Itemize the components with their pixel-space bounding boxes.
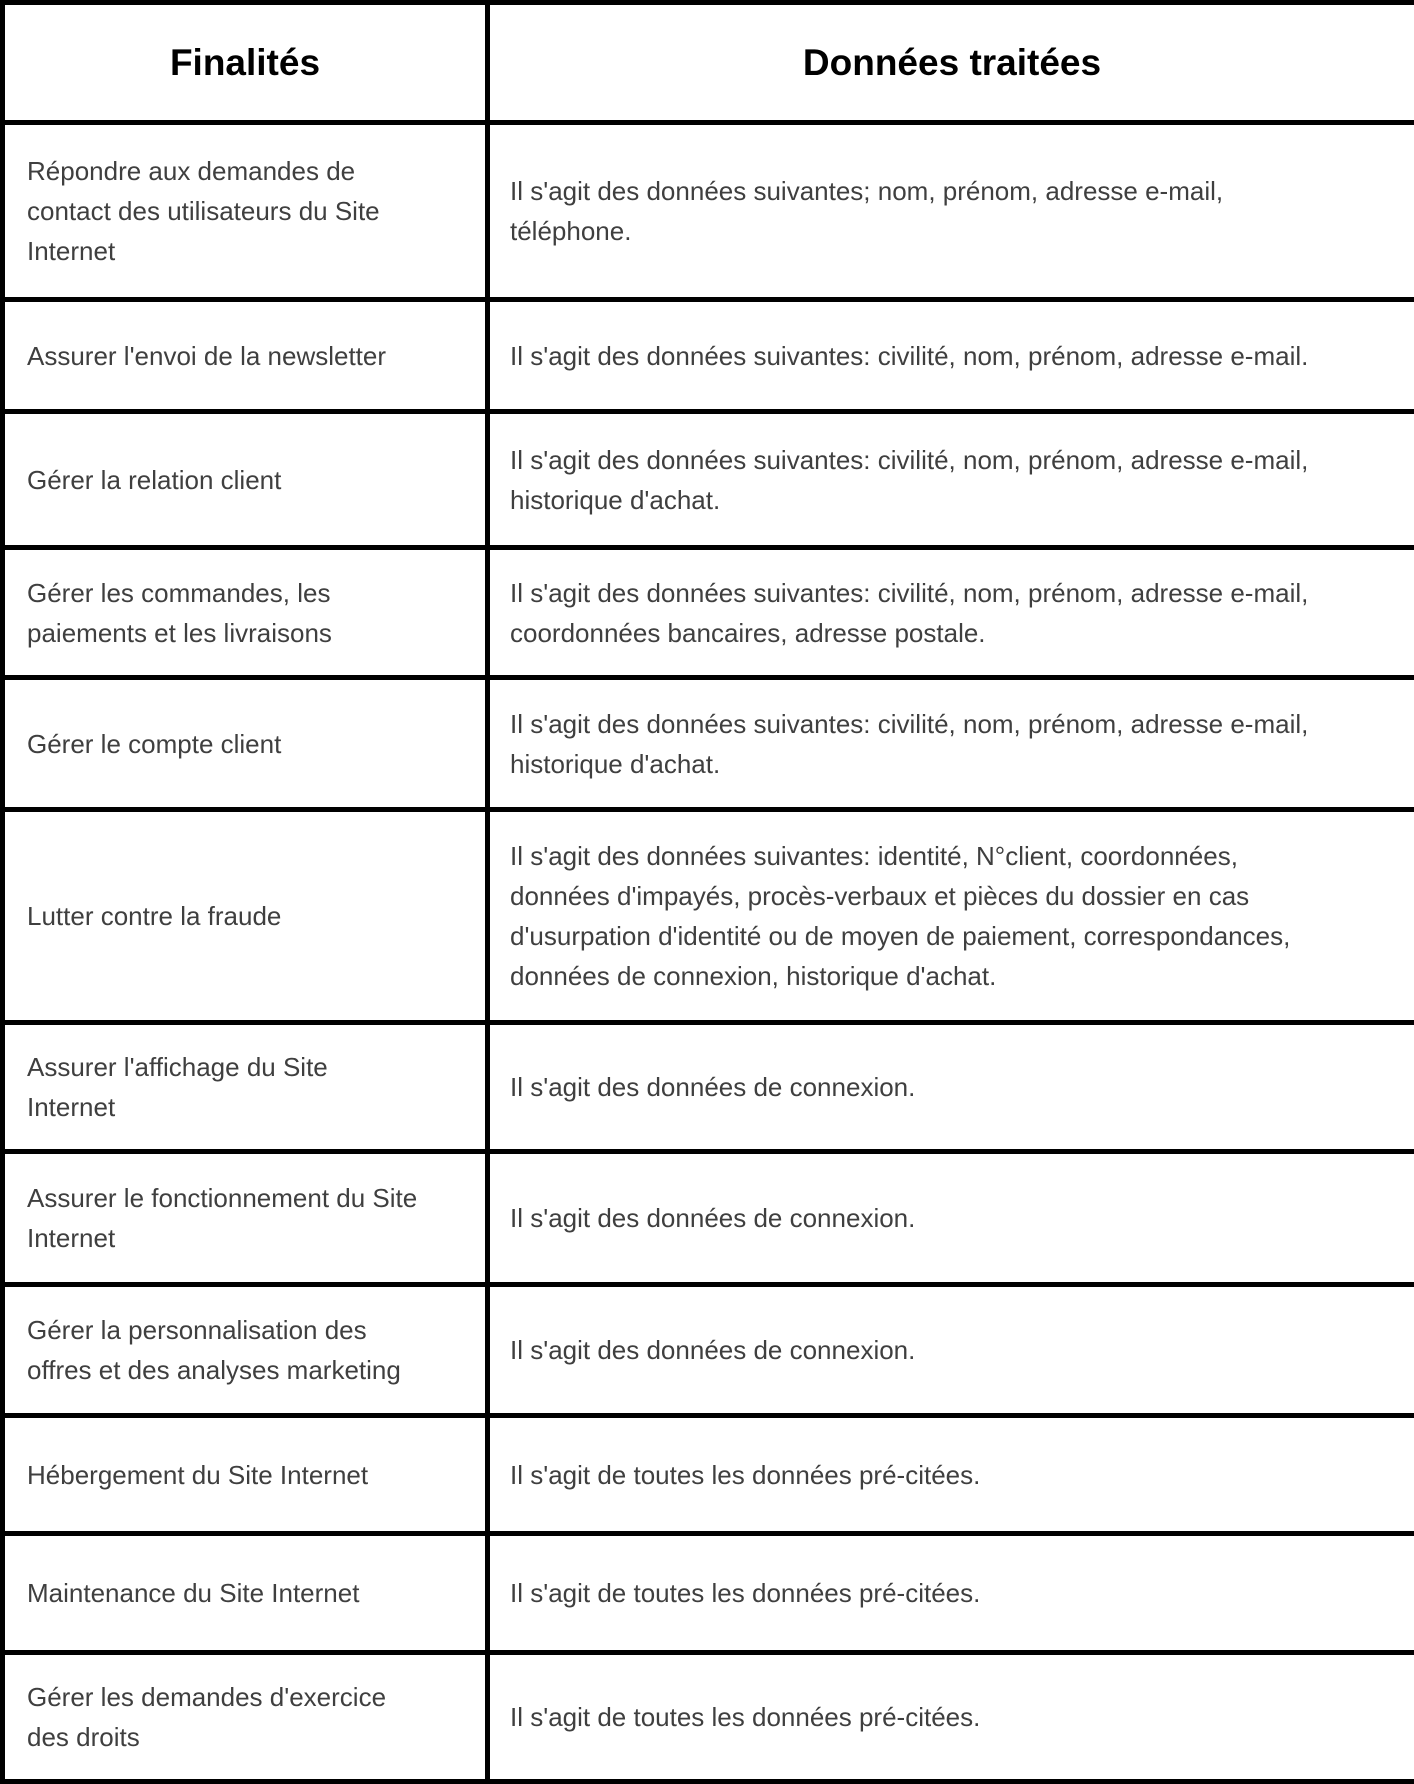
finalite-cell: Assurer le fonctionnement du Site Internet (3, 1152, 488, 1285)
donnees-cell: Il s'agit des données suivantes: civilité, nom, prénom, adresse e-mail, historique d'achat. (488, 678, 1414, 810)
table-row (3, 123, 1414, 300)
table-row (3, 1285, 1414, 1416)
table-row (3, 678, 1414, 810)
table-row (3, 1152, 1414, 1285)
finalite-cell: Lutter contre la fraude (3, 810, 488, 1023)
finalite-cell: Gérer la personnalisation des offres et des analyses marketing (3, 1285, 488, 1416)
table-row (3, 810, 1414, 1023)
finalite-cell: Gérer les demandes d'exercice des droits (3, 1653, 488, 1782)
donnees-cell: Il s'agit des données suivantes: civilité, nom, prénom, adresse e-mail, historique d'achat. (488, 412, 1414, 548)
donnees-cell: Il s'agit des données suivantes: civilité, nom, prénom, adresse e-mail, coordonnées bancaires, adresse postale. (488, 548, 1414, 678)
finalite-cell: Assurer l'envoi de la newsletter (3, 300, 488, 412)
donnees-cell: Il s'agit des données de connexion. (488, 1023, 1414, 1152)
table-row (3, 300, 1414, 412)
donnees-cell: Il s'agit des données de connexion. (488, 1285, 1414, 1416)
finalite-cell: Assurer l'affichage du Site Internet (3, 1023, 488, 1152)
column-header-finalites: Finalités (3, 3, 488, 123)
donnees-cell: Il s'agit des données de connexion. (488, 1152, 1414, 1285)
donnees-cell: Il s'agit des données suivantes; nom, prénom, adresse e-mail, téléphone. (488, 123, 1414, 300)
donnees-cell: Il s'agit des données suivantes: civilité, nom, prénom, adresse e-mail. (488, 300, 1414, 412)
table-row (3, 1023, 1414, 1152)
donnees-cell: Il s'agit des données suivantes: identité, N°client, coordonnées, données d'impayés, procès-verbaux et pièces du dossier en cas d'usurpation d'identité ou de moyen de paiement, correspondances, données de connexion, historique d'achat. (488, 810, 1414, 1023)
finalite-cell: Gérer la relation client (3, 412, 488, 548)
donnees-cell: Il s'agit de toutes les données pré-citées. (488, 1653, 1414, 1782)
table-row (3, 548, 1414, 678)
finalite-cell: Maintenance du Site Internet (3, 1534, 488, 1653)
table-row (3, 1534, 1414, 1653)
header-row (3, 3, 1414, 123)
column-header-donnees-traitees: Données traitées (488, 3, 1414, 123)
donnees-cell: Il s'agit de toutes les données pré-citées. (488, 1416, 1414, 1534)
table-row (3, 1416, 1414, 1534)
finalite-cell: Répondre aux demandes de contact des utilisateurs du Site Internet (3, 123, 488, 300)
finalite-cell: Gérer le compte client (3, 678, 488, 810)
table-row (3, 412, 1414, 548)
donnees-cell: Il s'agit de toutes les données pré-citées. (488, 1534, 1414, 1653)
table-row (3, 1653, 1414, 1782)
finalite-cell: Gérer les commandes, les paiements et les livraisons (3, 548, 488, 678)
finalite-cell: Hébergement du Site Internet (3, 1416, 488, 1534)
